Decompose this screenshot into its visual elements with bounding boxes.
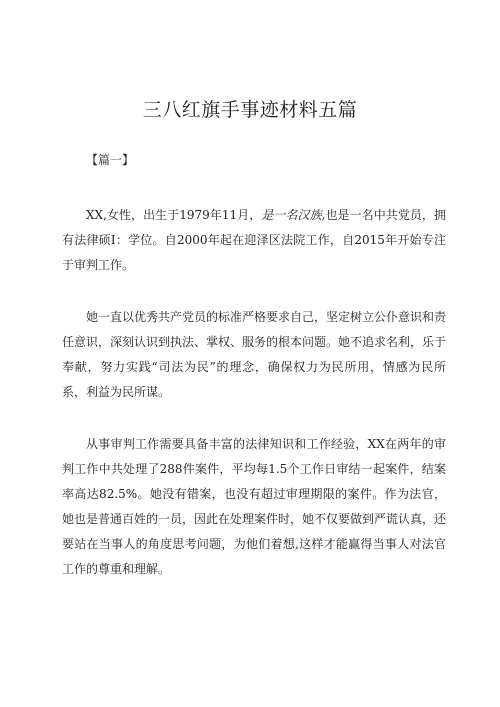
paragraph-1 xyxy=(62,203,446,278)
section-label: 【篇一】 xyxy=(86,153,135,167)
paragraph-1-italic: 是一名汉族, xyxy=(261,208,326,222)
paragraph-1-part-1: XX,女性，出生于1979年11月， xyxy=(86,208,262,222)
document-title: 三八红旗手事迹材料五篇 xyxy=(142,99,358,121)
paragraph-3: 从事审判工作需要具备丰富的法律知识和工作经验，XX在两年的审判工作中共处理了288件案件，平均每1.5个工作日审结一起案件，结案率高达82.5%。她没有错案，也没有超过审理期限的案件。作为法官，她也是普通百姓的一员，因此在处理案件时，她不仅要做到严谎认真，还要站在当事人的角度思考问题，为他们着想,这样才能赢得当事人对法官工作的尊重和理解。 xyxy=(62,437,447,576)
paragraph-1-part-2: 也是一名中共党员，拥有法律硕I：学位。自2000年起在迎泽区法院工作，自2015年开始专注于审判工作。 xyxy=(62,208,446,272)
paragraph-2: 她一直以优秀共产党员的标准严格要求自己，坚定树立公仆意识和责任意识，深刻认识到执法、掌权、服务的根本问题。她不追求名利，乐于奉献，努力实践“司法为民”的理念，确保权力为民所用，情感为民所系，利益为民所谋。 xyxy=(62,310,447,399)
